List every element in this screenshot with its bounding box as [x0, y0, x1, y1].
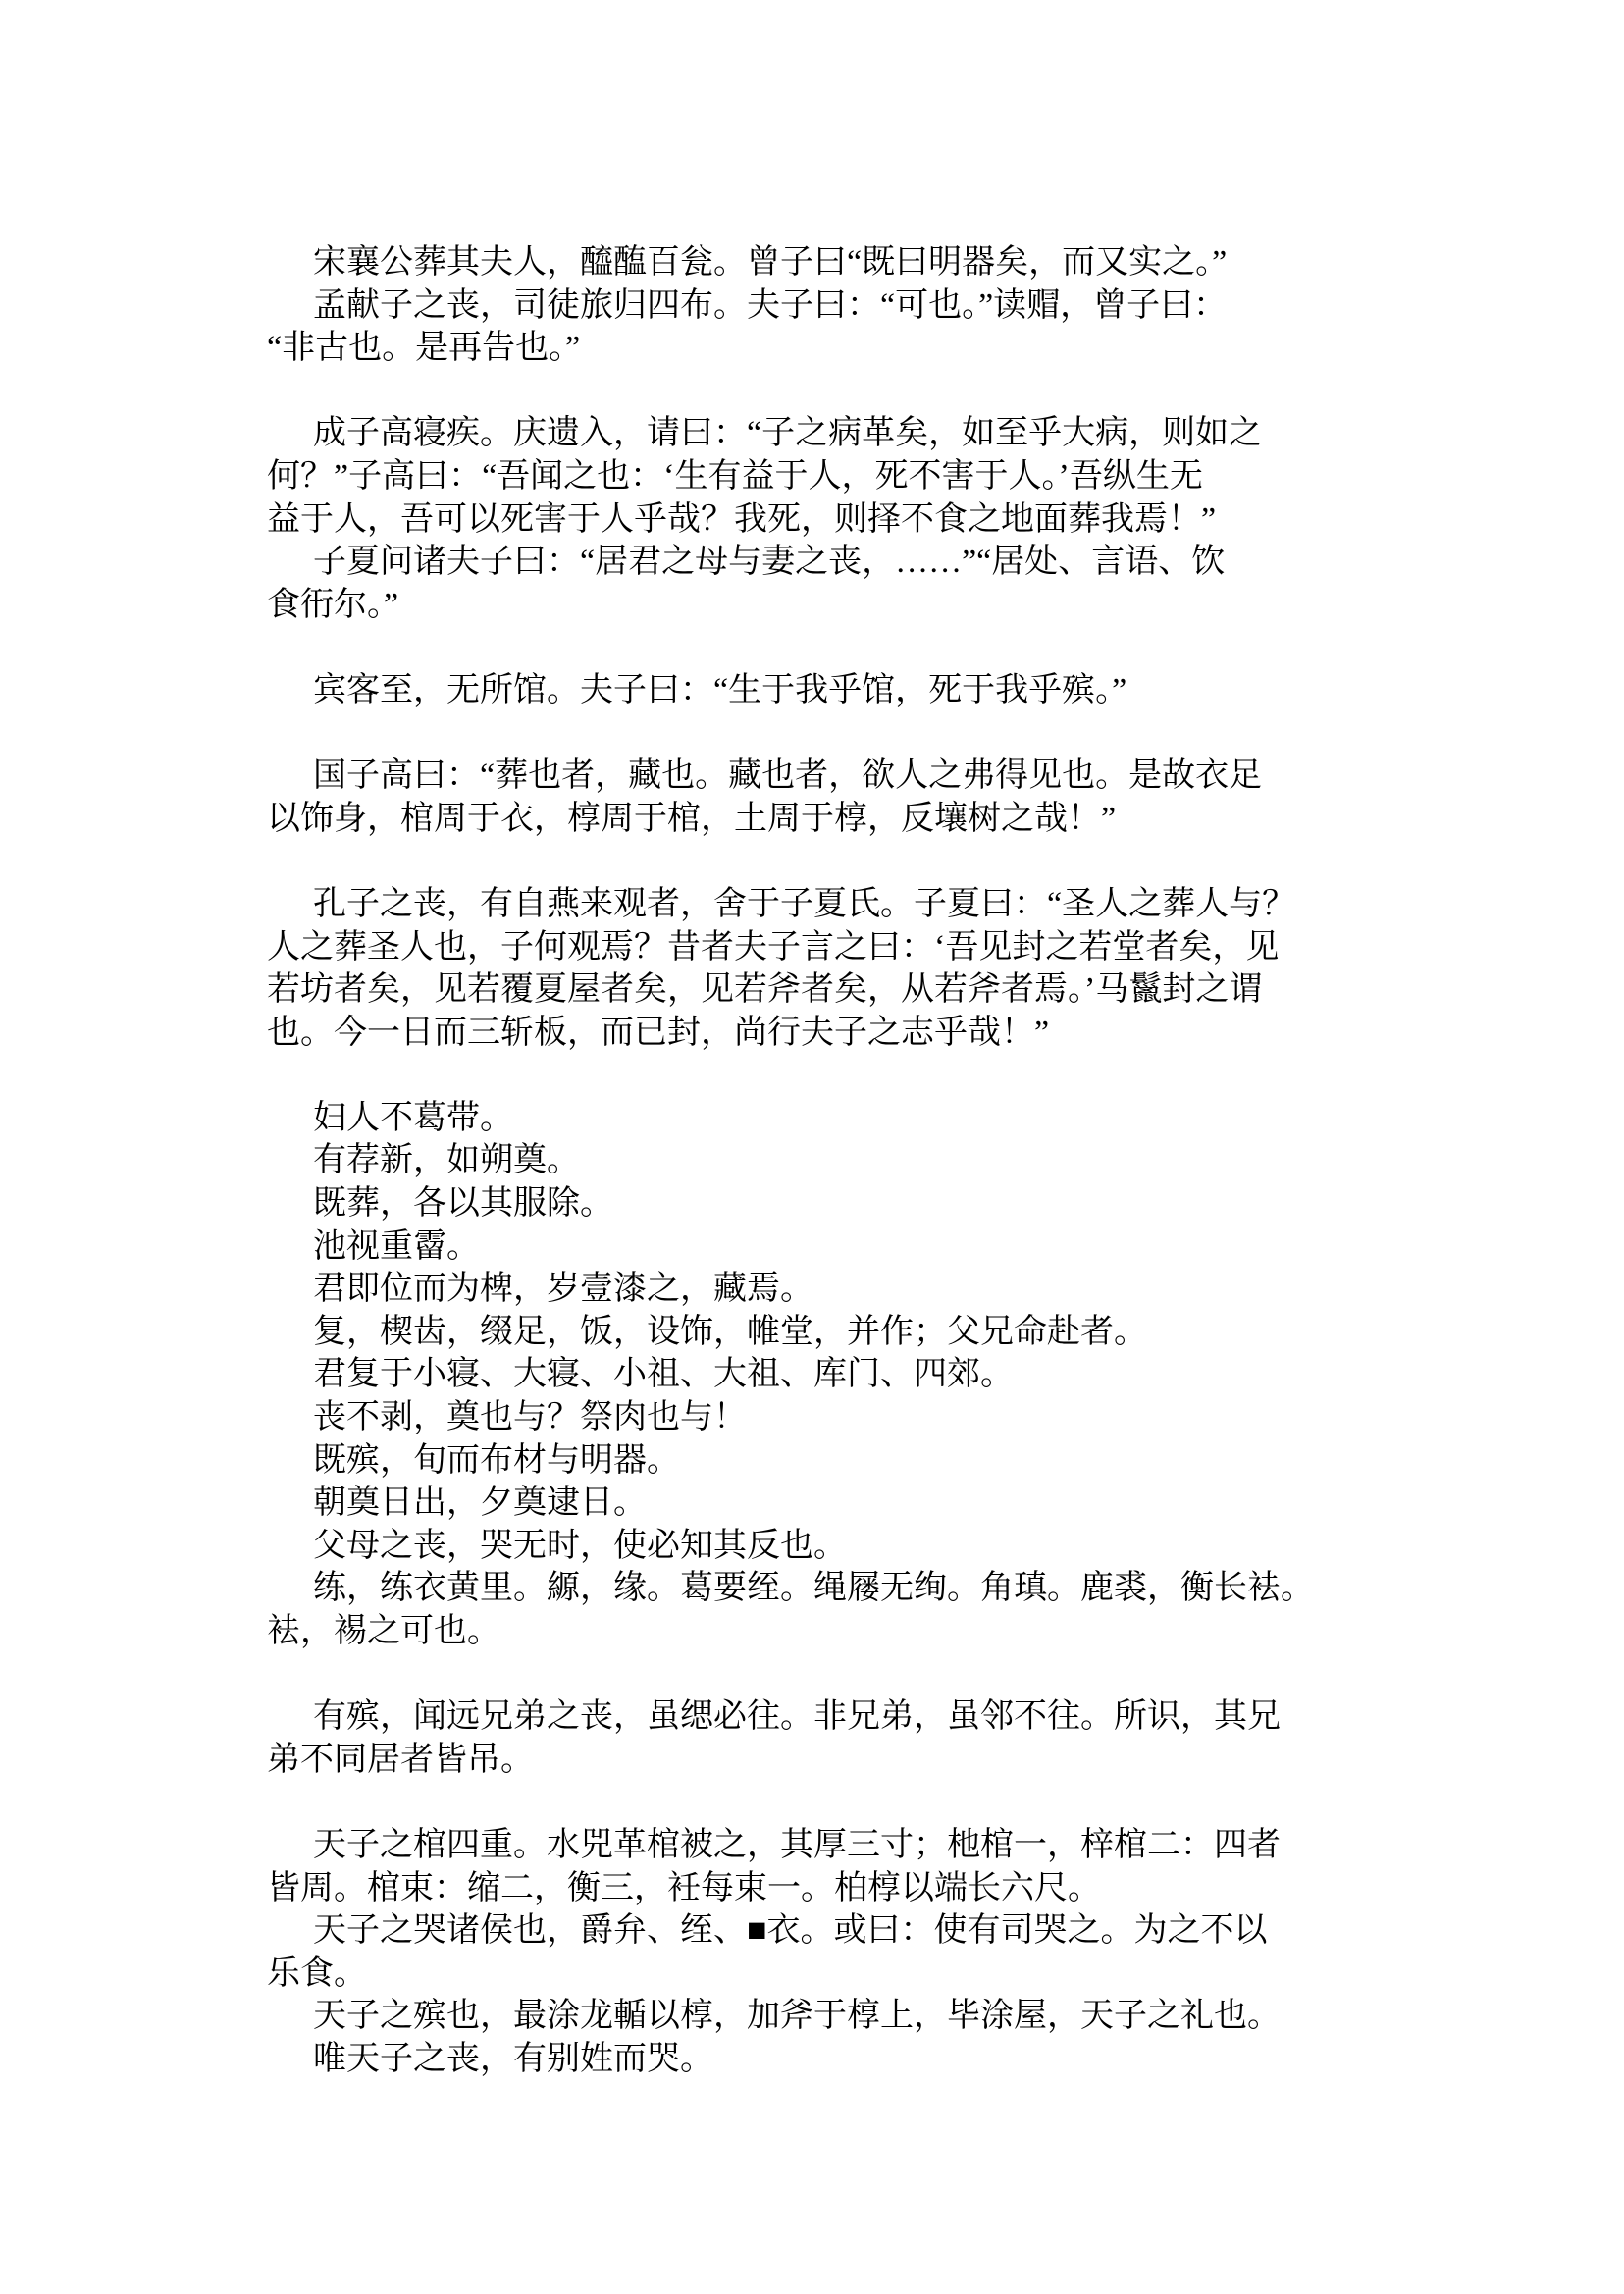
- text-line: 天子之棺四重。水兕革棺被之，其厚三寸；杝棺一，梓棺二：四者: [313, 1826, 1281, 1863]
- text-line: 孔子之丧，有自燕来观者，舍于子夏氏。子夏曰：“圣人之葬人与？: [313, 885, 1296, 922]
- text-line: 有殡，闻远兄弟之丧，虽缌必往。非兄弟，虽邻不往。所识，其兄: [313, 1698, 1281, 1736]
- text-line: 天子之哭诸侯也，爵弁、绖、■衣。或曰：使有司哭之。为之不以: [313, 1912, 1268, 1950]
- text-line: 袪，裼之可也。: [267, 1613, 500, 1649]
- text-line: 天子之殡也，最涂龙輴以椁，加斧于椁上，毕涂屋，天子之礼也。: [313, 1998, 1281, 2035]
- text-line: 乐食。: [267, 1955, 367, 1992]
- text-line: 若坊者矣，见若覆夏屋者矣，见若斧者矣，从若斧者焉。’马鬣封之谓: [267, 971, 1263, 1009]
- text-line: 弟不同居者皆吊。: [267, 1741, 534, 1778]
- text-line: 人之葬圣人也，子何观焉？昔者夫子言之曰：‘吾见封之若堂者矣，见: [267, 928, 1280, 965]
- text-line: 子夏问诸夫子曰：“居君之母与妻之丧，……”“居处、言语、饮: [313, 544, 1226, 581]
- text-line: [267, 840, 1386, 883]
- text-line: 朝奠日出，夕奠逮日。: [313, 1485, 647, 1522]
- text-line: 既殡，旬而布材与明器。: [313, 1441, 680, 1479]
- text-line: 皆周。棺束：缩二，衡三，衽每束一。柏椁以端长六尺。: [267, 1869, 1101, 1906]
- text-line: 既葬，各以其服除。: [313, 1185, 613, 1223]
- text-line: [267, 626, 1386, 669]
- text-line: 国子高曰：“葬也者，藏也。藏也者，欲人之弗得见也。是故衣足: [313, 757, 1263, 795]
- text-line: [267, 712, 1386, 756]
- text-line: 宾客至，无所馆。夫子曰：“生于我乎馆，死于我乎殡。”: [313, 671, 1127, 708]
- text-line: 有荐新，如朔奠。: [313, 1142, 580, 1179]
- text-line: 食衎尔。”: [267, 586, 399, 623]
- text-line: [267, 1781, 1386, 1824]
- text-line: 君复于小寝、大寝、小祖、大祖、库门、四郊。: [313, 1356, 1014, 1393]
- text-line: 丧不剥，奠也与？祭肉也与！: [313, 1399, 747, 1436]
- document-text: [267, 241, 1386, 2081]
- text-line: 妇人不葛带。: [313, 1099, 513, 1136]
- text-line: 以饰身，棺周于衣，椁周于棺，土周于椁，反壤树之哉！”: [267, 800, 1117, 837]
- text-line: 宋襄公葬其夫人，醯醢百瓮。曾子曰“既曰明器矣，而又实之。”: [313, 244, 1228, 281]
- text-line: 池视重霤。: [313, 1227, 480, 1265]
- text-line: 孟献子之丧，司徒旅归四布。夫子曰：“可也。”读赗，曾子曰：: [313, 287, 1228, 324]
- text-line: 唯天子之丧，有别姓而哭。: [313, 2040, 713, 2077]
- text-line: 练，练衣黄里。縓，缘。葛要绖。绳屦无绚。角瑱。鹿裘，衡长袪。: [313, 1570, 1314, 1607]
- text-line: [267, 1054, 1386, 1097]
- text-line: 也。今一日而三斩板，而已封，尚行夫子之志乎哉！”: [267, 1014, 1050, 1051]
- text-line: 何？”子高曰：“吾闻之也：‘生有益于人，死不害于人。’吾纵生无: [267, 457, 1203, 495]
- text-line: 父母之丧，哭无时，使必知其反也。: [313, 1527, 847, 1564]
- text-line: [267, 370, 1386, 413]
- text-line: 复，楔齿，缀足，饭，设饰，帷堂，并作；父兄命赴者。: [313, 1313, 1147, 1350]
- text-line: 成子高寝疾。庆遗入，请曰：“子之病革矣，如至乎大病，则如之: [313, 415, 1263, 452]
- text-line: 君即位而为椑，岁壹漆之，藏焉。: [313, 1271, 813, 1308]
- text-line: “非古也。是再告也。”: [267, 330, 581, 367]
- text-line: 益于人，吾可以死害于人乎哉？我死，则择不食之地面葬我焉！”: [267, 500, 1217, 538]
- text-line: [267, 1653, 1386, 1696]
